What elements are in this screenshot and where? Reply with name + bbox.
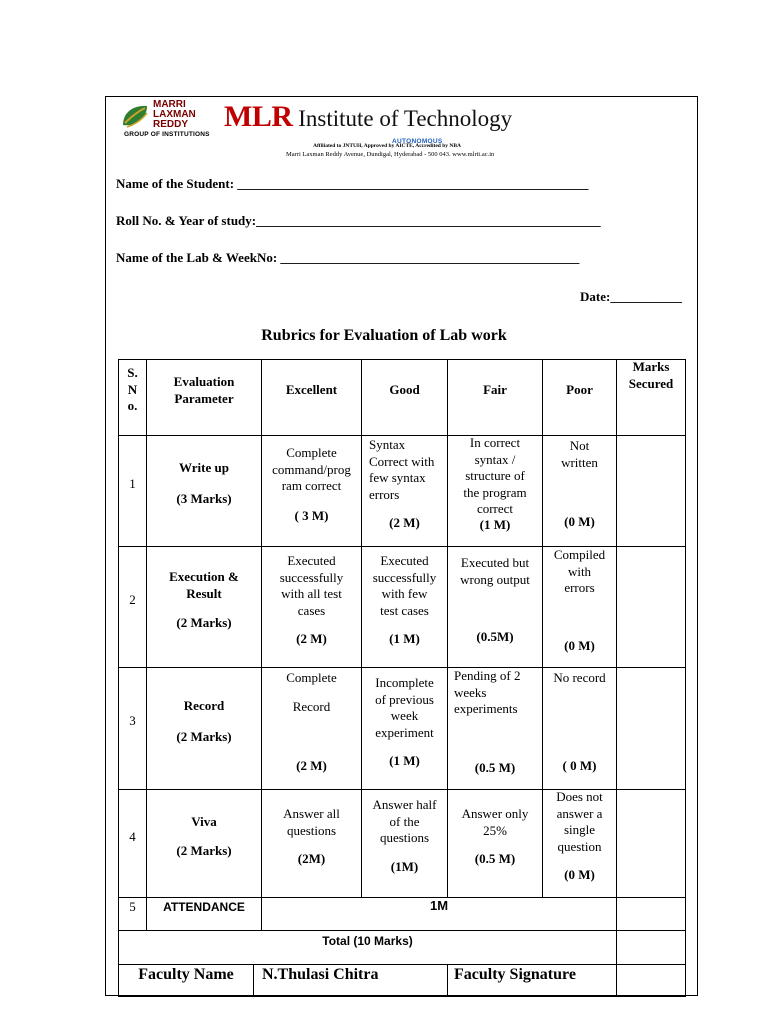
poor-criteria	[543, 438, 616, 471]
criteria-line: weeks	[454, 684, 487, 700]
leaf-logo-icon	[121, 103, 149, 129]
poor-mark: (0 M)	[564, 867, 595, 882]
criteria-line: successfully	[372, 569, 437, 585]
logo-word: MARRI	[153, 99, 186, 110]
logo-wordmark	[153, 100, 196, 130]
row-sno: 3	[129, 713, 136, 728]
header-poor: Poor	[566, 382, 593, 397]
criteria-line: questions	[379, 830, 430, 845]
header-text: N	[127, 381, 138, 397]
header-text: Secured	[628, 375, 674, 391]
faculty-name: N.Thulasi Chitra	[262, 966, 379, 983]
criteria-line: In correct	[469, 435, 521, 450]
poor-mark: (0 M)	[564, 514, 595, 529]
criteria-line: Complete	[286, 445, 337, 460]
criteria-line: with	[567, 563, 592, 579]
header-sno	[119, 365, 146, 415]
institution-name	[224, 100, 512, 134]
excellent-mark: ( 3 M)	[294, 508, 329, 523]
criteria-line: question	[557, 838, 602, 854]
excellent-criteria: Record	[292, 699, 331, 714]
criteria-line: the program	[463, 484, 527, 500]
faculty-name-label: Faculty Name	[138, 966, 234, 983]
criteria-line: ram correct	[281, 478, 342, 493]
student-name-field: Name of the Student: ______________________________________________________	[116, 176, 589, 191]
row-parameter: Viva	[191, 814, 217, 829]
excellent-mark: (2 M)	[296, 631, 327, 646]
criteria-line: Compiled	[553, 547, 606, 562]
poor-mark: ( 0 M)	[562, 758, 597, 773]
poor-criteria	[543, 547, 616, 597]
param-line: Result	[186, 585, 222, 601]
header-text: Parameter	[174, 390, 234, 406]
row-sno: 2	[129, 592, 136, 607]
criteria-line: successfully	[279, 569, 344, 585]
criteria-line: week	[390, 708, 419, 723]
criteria-line: of previous	[375, 691, 434, 707]
header-excellent: Excellent	[285, 382, 338, 397]
row-sno: 4	[129, 829, 136, 844]
excellent-criteria	[262, 806, 361, 839]
good-criteria	[369, 437, 447, 503]
row-parameter-marks: (2 Marks)	[176, 615, 232, 630]
criteria-line: questions	[286, 822, 337, 838]
param-line: Execution &	[169, 569, 239, 584]
criteria-line: with all test	[281, 586, 342, 601]
row-parameter: Write up	[179, 460, 229, 475]
faculty-signature-label: Faculty Signature	[454, 966, 576, 983]
header-parameter	[147, 374, 261, 407]
total-label: Total (10 Marks)	[322, 934, 413, 948]
row-parameter-marks: (2 Marks)	[176, 729, 232, 744]
criteria-line: errors	[369, 486, 400, 502]
excellent-mark: (2M)	[297, 851, 326, 866]
date-field: Date:___________	[580, 289, 682, 304]
autonomous-label: AUTONOMOUS	[392, 138, 443, 145]
good-criteria	[362, 553, 447, 619]
criteria-line: Answer all	[283, 806, 340, 821]
criteria-line: structure of	[465, 468, 525, 483]
header-text: S.	[127, 365, 138, 380]
criteria-line: single	[563, 822, 596, 837]
logo-group-text: GROUP OF INSTITUTIONS	[124, 131, 210, 138]
criteria-line: Answer only	[461, 806, 529, 821]
row-sno: 5	[129, 899, 136, 914]
affiliation-text: Affiliated to JNTUH, Approved by AICTE, Accredited by NBA	[313, 143, 462, 149]
criteria-line: 25%	[483, 822, 507, 838]
row-parameter: Record	[183, 698, 225, 713]
fair-criteria	[448, 435, 542, 518]
logo-word: LAXMAN	[153, 109, 196, 120]
criteria-line: test cases	[380, 602, 429, 618]
criteria-line: Answer half	[372, 797, 437, 812]
fair-mark: (0.5 M)	[474, 851, 516, 866]
lab-week-field: Name of the Lab & WeekNo: ______________________________________________	[116, 250, 580, 265]
poor-criteria: No record	[553, 670, 606, 685]
criteria-line: Syntax	[369, 437, 406, 452]
criteria-line: few syntax	[369, 470, 426, 485]
fair-criteria	[448, 806, 542, 839]
institution-logo	[121, 100, 221, 140]
attendance-label: ATTENDANCE	[163, 900, 245, 914]
good-criteria	[362, 797, 447, 847]
fair-criteria	[448, 555, 542, 588]
criteria-line: of the	[389, 813, 420, 829]
attendance-mark: 1M	[429, 898, 449, 913]
criteria-line: Executed but	[460, 555, 530, 570]
row-parameter-marks: (3 Marks)	[176, 491, 232, 506]
row-parameter-marks: (2 Marks)	[176, 843, 232, 858]
header-text: Marks	[632, 359, 670, 374]
criteria-line: command/prog	[272, 461, 351, 477]
criteria-line: Correct with	[369, 453, 435, 469]
criteria-line: Executed	[287, 553, 336, 568]
logo-word: REDDY	[153, 119, 189, 130]
header-good: Good	[389, 382, 420, 397]
roll-year-field: Roll No. & Year of study:_____________________________________________________	[116, 213, 601, 228]
criteria-line: Does not	[556, 789, 603, 804]
criteria-line: correct	[476, 501, 514, 516]
good-mark: (2 M)	[389, 515, 420, 530]
excellent-criteria	[262, 445, 361, 495]
criteria-line: written	[561, 454, 598, 470]
criteria-line: experiments	[454, 701, 518, 716]
header-text: o.	[127, 398, 138, 413]
criteria-line: answer a	[556, 805, 603, 821]
page-title: Rubrics for Evaluation of Lab work	[261, 327, 507, 344]
good-criteria	[362, 675, 447, 741]
row-sno: 1	[129, 476, 136, 491]
criteria-line: experiment	[375, 724, 434, 740]
criteria-line: Incomplete	[375, 675, 434, 690]
criteria-line: syntax /	[474, 451, 516, 467]
header-marks	[617, 359, 685, 392]
header-fair: Fair	[483, 382, 507, 397]
row-parameter	[147, 569, 261, 602]
brand-mlr: MLR	[224, 100, 293, 133]
good-mark: (1M)	[390, 859, 419, 874]
criteria-line: Not	[569, 438, 590, 453]
header-text: Evaluation	[173, 374, 235, 389]
fair-mark: (0.5M)	[476, 629, 514, 644]
criteria-line: errors	[564, 580, 595, 595]
criteria-line: wrong output	[460, 571, 530, 587]
criteria-line: cases	[297, 602, 326, 618]
criteria-line: Executed	[380, 553, 429, 568]
brand-rest: Institute of Technology	[292, 106, 513, 131]
good-mark: (1 M)	[389, 753, 420, 768]
criteria-line: with few	[381, 586, 428, 601]
address-text: Marri Laxman Reddy Avenue, Dundigal, Hyderabad - 500 043. www.mlrit.ac.in	[286, 151, 495, 158]
fair-mark: (1 M)	[479, 517, 511, 532]
excellent-criteria: Complete	[286, 670, 337, 685]
excellent-criteria	[262, 553, 361, 619]
fair-criteria	[454, 668, 542, 718]
criteria-line: Pending of 2	[454, 668, 521, 683]
poor-mark: (0 M)	[564, 638, 595, 653]
good-mark: (1 M)	[389, 631, 420, 646]
fair-mark: (0.5 M)	[474, 760, 516, 775]
excellent-mark: (2 M)	[296, 758, 327, 773]
poor-criteria	[543, 789, 616, 855]
